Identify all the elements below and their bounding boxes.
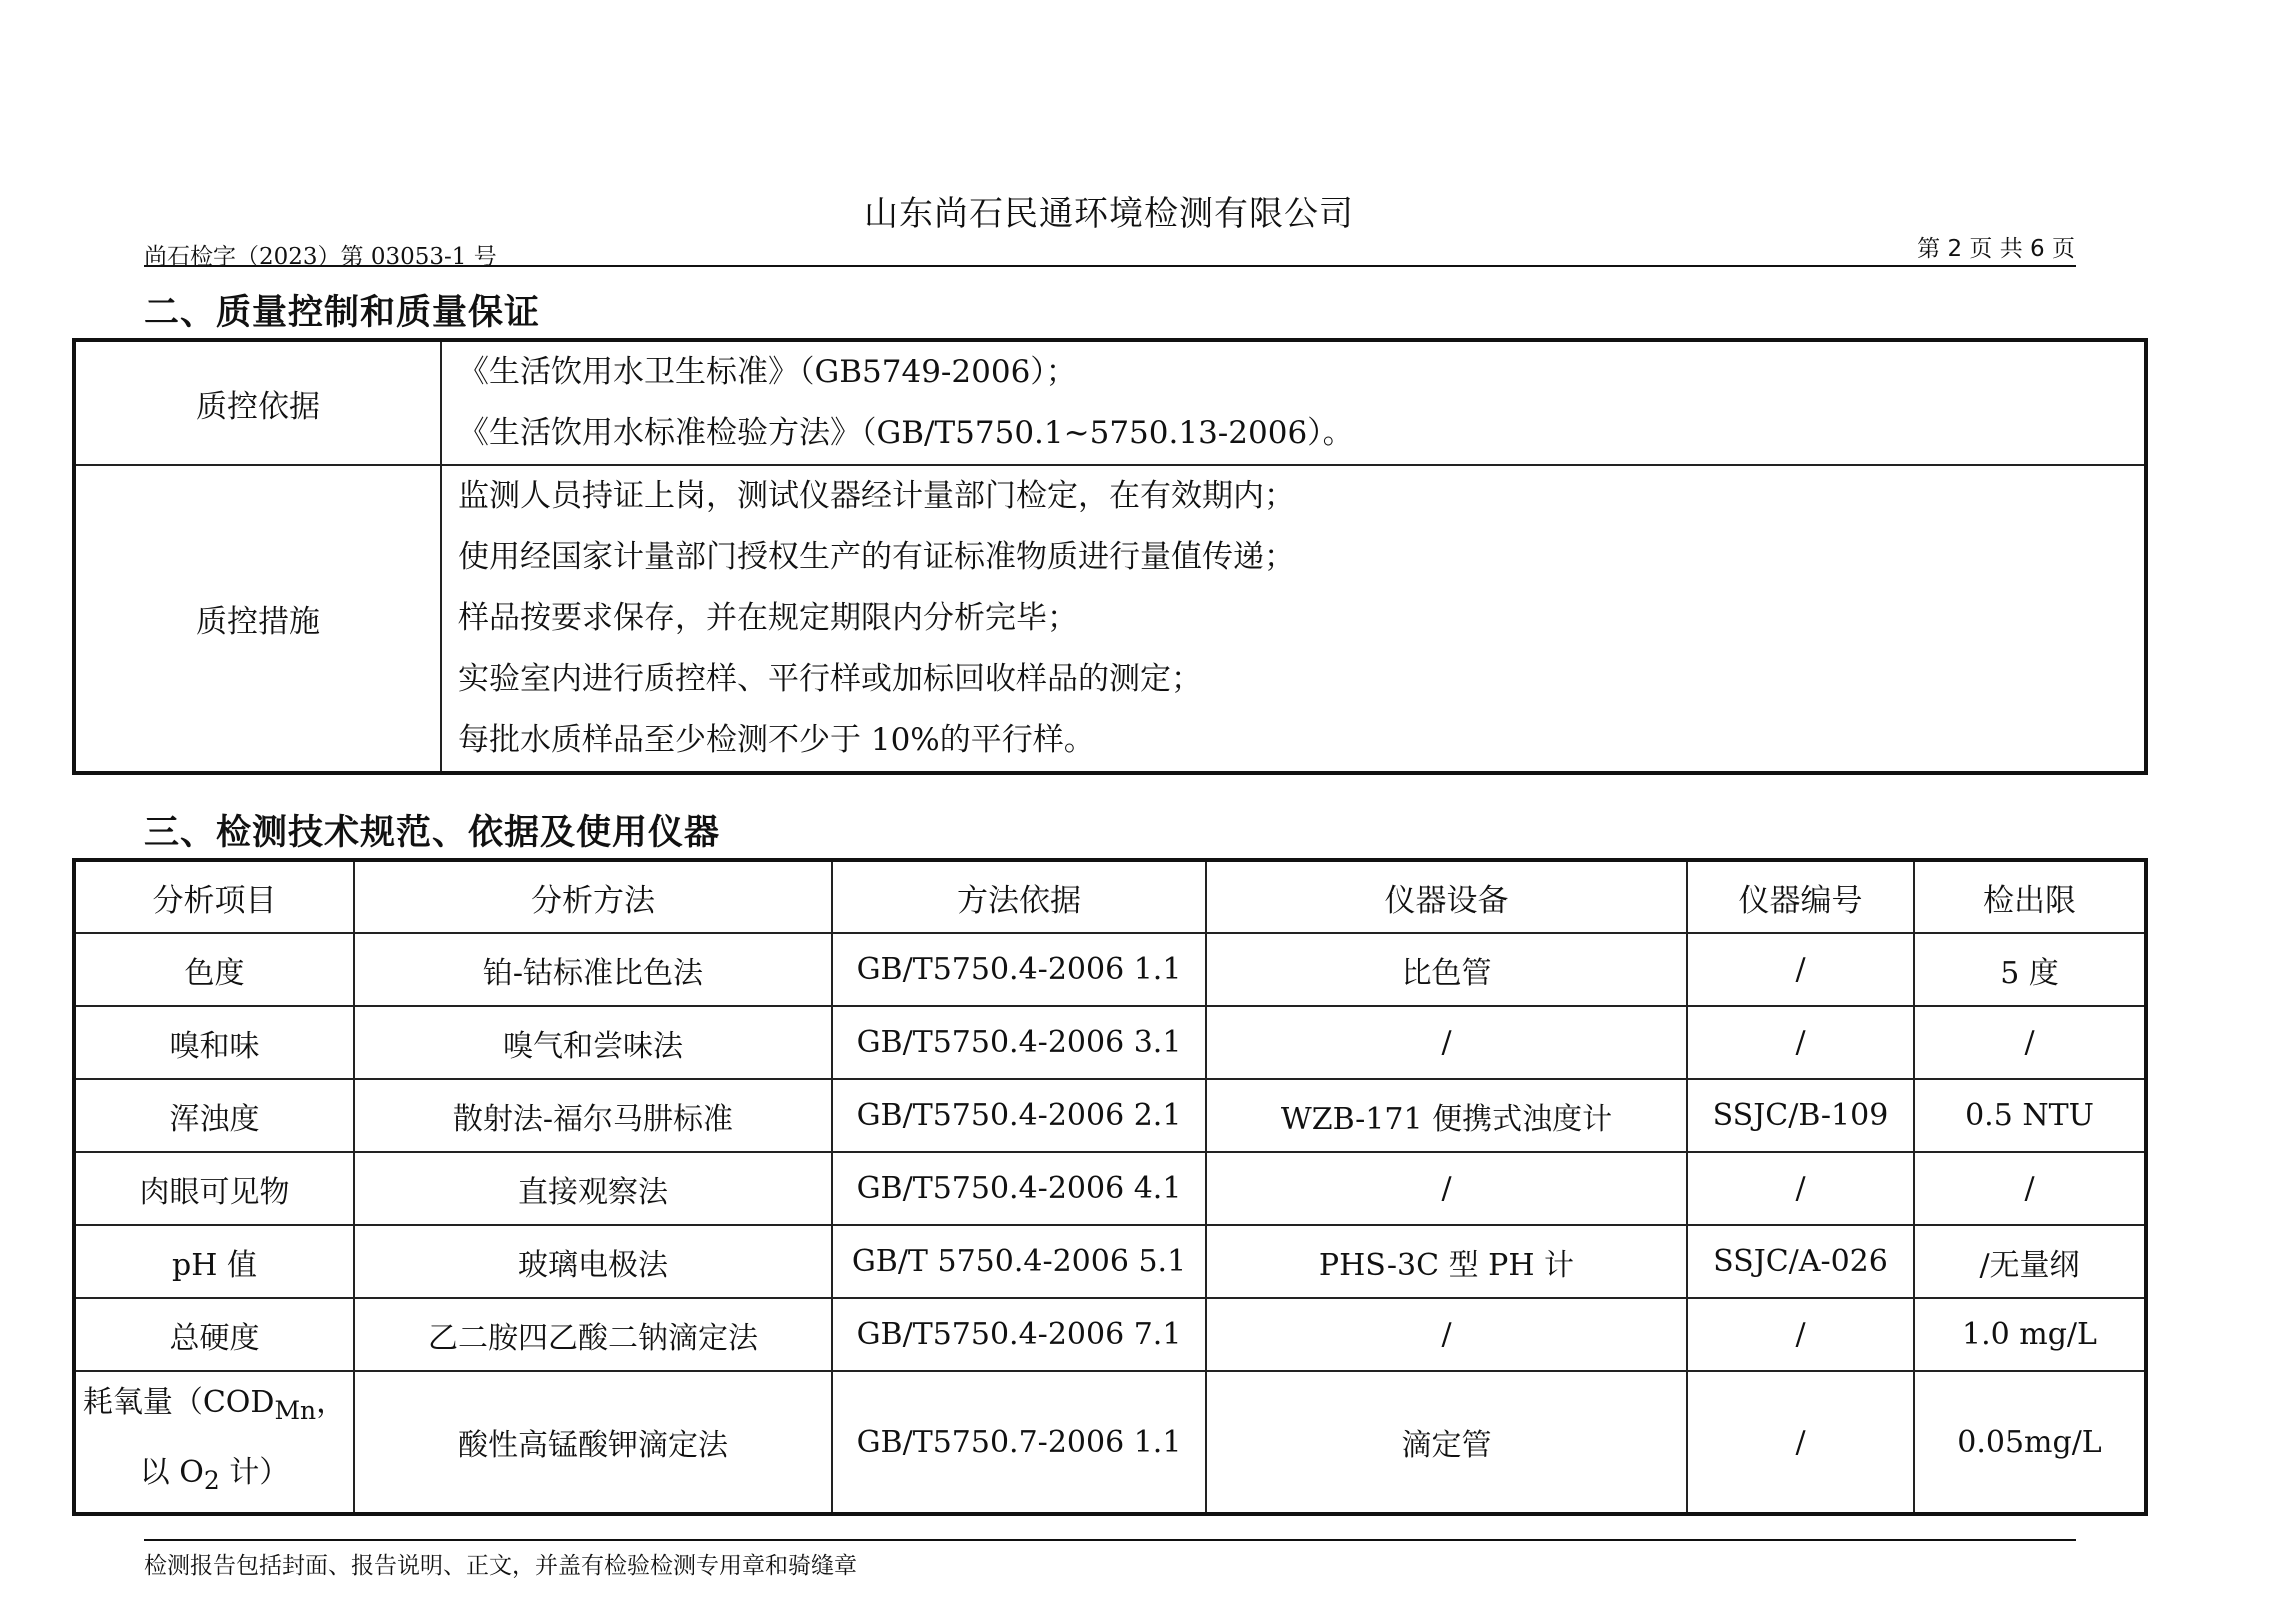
column-header: 方法依据: [832, 860, 1206, 933]
table-cell: pH 值: [74, 1225, 354, 1298]
table-cell: 嗅气和尝味法: [354, 1006, 832, 1079]
table-cell-oxygen-consumption: [74, 1371, 354, 1514]
qc-row-basis: [74, 340, 2146, 465]
table-cell: 0.05mg/L: [1914, 1371, 2146, 1514]
column-header: 仪器设备: [1206, 860, 1687, 933]
table-cell: SSJC/A-026: [1687, 1225, 1914, 1298]
qc-line: 《生活饮用水卫生标准》（GB5749-2006）；: [458, 354, 1077, 390]
table-cell: /: [1914, 1006, 2146, 1079]
table-row: [74, 1225, 2146, 1298]
table-row: [74, 1371, 2146, 1514]
footer-note: 检测报告包括封面、报告说明、正文，并盖有检验检测专用章和骑缝章: [144, 1553, 857, 1579]
table-cell: 铂-钴标准比色法: [354, 933, 832, 1006]
header-divider: [144, 265, 2076, 267]
qc-content: [441, 340, 2146, 465]
table-cell: 乙二胺四乙酸二钠滴定法: [354, 1298, 832, 1371]
table-cell: 0.5 NTU: [1914, 1079, 2146, 1152]
column-header: 分析方法: [354, 860, 832, 933]
table-cell: 总硬度: [74, 1298, 354, 1371]
column-header: 分析项目: [74, 860, 354, 933]
table-cell: 散射法-福尔马肼标准: [354, 1079, 832, 1152]
table-row: [74, 1152, 2146, 1225]
test-spec-table: [72, 858, 2148, 1516]
quality-control-table: [72, 338, 2148, 775]
table-cell: GB/T5750.4-2006 2.1: [832, 1079, 1206, 1152]
table-cell: 浑浊度: [74, 1079, 354, 1152]
qc-row-measures: [74, 465, 2146, 773]
table-cell: 玻璃电极法: [354, 1225, 832, 1298]
table-cell: PHS-3C 型 PH 计: [1206, 1225, 1687, 1298]
qc-line: 实验室内进行质控样、平行样或加标回收样品的测定；: [458, 661, 1202, 697]
table-cell: 色度: [74, 933, 354, 1006]
table-cell: 酸性高锰酸钾滴定法: [354, 1371, 832, 1514]
table-cell: GB/T5750.4-2006 1.1: [832, 933, 1206, 1006]
table-cell: 嗅和味: [74, 1006, 354, 1079]
qc-line: 使用经国家计量部门授权生产的有证标准物质进行量值传递；: [458, 539, 1295, 575]
qc-content: [441, 465, 2146, 773]
table-cell: 滴定管: [1206, 1371, 1687, 1514]
section-3-title: 三、检测技术规范、依据及使用仪器: [144, 813, 721, 853]
table-cell: /: [1687, 1298, 1914, 1371]
item-line-2: 以 $O_2$ 计）: [139, 1455, 290, 1495]
table-cell: GB/T5750.7-2006 1.1: [832, 1371, 1206, 1514]
table-cell: SSJC/B-109: [1687, 1079, 1914, 1152]
table-cell: GB/T 5750.4-2006 5.1: [832, 1225, 1206, 1298]
table-cell: /: [1687, 1152, 1914, 1225]
table-cell: 比色管: [1206, 933, 1687, 1006]
table-header-row: [74, 860, 2146, 933]
report-number: 尚石检字（2023）第 03053-1 号: [144, 244, 497, 270]
section-2-title: 二、质量控制和质量保证: [144, 293, 541, 333]
qc-line: 监测人员持证上岗，测试仪器经计量部门检定，在有效期内；: [458, 478, 1295, 514]
footer-divider: [144, 1539, 2076, 1541]
table-cell: GB/T5750.4-2006 7.1: [832, 1298, 1206, 1371]
item-line-1: 耗氧量（$COD_{Mn}$，: [82, 1385, 347, 1425]
table-cell: 1.0 mg/L: [1914, 1298, 2146, 1371]
column-header: 检出限: [1914, 860, 2146, 933]
table-cell: /: [1687, 1006, 1914, 1079]
table-cell: WZB-171 便携式浊度计: [1206, 1079, 1687, 1152]
table-cell: 直接观察法: [354, 1152, 832, 1225]
company-name: 山东尚石民通环境检测有限公司: [864, 194, 1354, 234]
table-cell: /: [1206, 1152, 1687, 1225]
table-cell: /无量纲: [1914, 1225, 2146, 1298]
table-cell: 5 度: [1914, 933, 2146, 1006]
table-row: [74, 1079, 2146, 1152]
table-cell: /: [1206, 1298, 1687, 1371]
qc-label: 质控依据: [74, 340, 441, 465]
table-cell: /: [1687, 1371, 1914, 1514]
qc-label: 质控措施: [74, 465, 441, 773]
table-row: [74, 933, 2146, 1006]
table-cell: GB/T5750.4-2006 4.1: [832, 1152, 1206, 1225]
table-cell: GB/T5750.4-2006 3.1: [832, 1006, 1206, 1079]
table-cell: 肉眼可见物: [74, 1152, 354, 1225]
qc-line: 《生活饮用水标准检验方法》（GB/T5750.1~5750.13-2006）。: [458, 415, 1354, 451]
page-number: 第 2 页 共 6 页: [1917, 236, 2075, 262]
table-row: [74, 1006, 2146, 1079]
qc-line: 每批水质样品至少检测不少于 10%的平行样。: [458, 722, 1095, 758]
qc-line: 样品按要求保存，并在规定期限内分析完毕；: [458, 600, 1078, 636]
table-cell: /: [1687, 933, 1914, 1006]
table-cell: /: [1206, 1006, 1687, 1079]
table-cell: /: [1914, 1152, 2146, 1225]
table-row: [74, 1298, 2146, 1371]
column-header: 仪器编号: [1687, 860, 1914, 933]
